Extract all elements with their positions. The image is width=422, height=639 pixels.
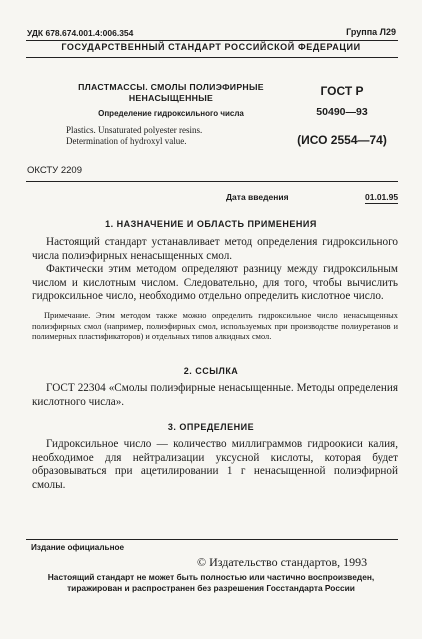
section-2-heading: 2. ССЫЛКА xyxy=(183,366,239,376)
section-2-paragraph: ГОСТ 22304 «Смолы полиэфирные ненасыщенные. Методы определения кислотного числа». xyxy=(32,382,398,408)
title-line-1: ПЛАСТМАССЫ. СМОЛЫ ПОЛИЭФИРНЫЕ xyxy=(78,82,264,92)
section-3-paragraph: Гидроксильное число — количество миллиграммов гидроокиси калия, необходимое для нейтрализации уксусной кислоты, которая будет образовываться при ацетилировании 1 г ненасыщенной полиэфирной смолы. xyxy=(32,438,398,491)
edition-label: Издание официальное xyxy=(31,543,125,552)
english-title xyxy=(66,125,286,147)
group-code: Группа Л29 xyxy=(346,27,396,37)
udk-code: УДК 678.674.001.4:006.354 xyxy=(27,28,134,38)
reproduction-notice xyxy=(0,572,422,594)
intro-date-label: Дата введения xyxy=(226,192,289,202)
title-line-2: НЕНАСЫЩЕННЫЕ xyxy=(128,93,214,103)
gost-number: 50490—93 xyxy=(316,106,368,118)
section-3-heading: 3. ОПРЕДЕЛЕНИЕ xyxy=(167,422,255,432)
title-block-divider xyxy=(26,181,398,182)
header-divider-bottom xyxy=(26,57,398,58)
section-1-paragraph-1: Настоящий стандарт устанавливает метод определения гидроксильного числа полиэфирных ненасыщенных смол. xyxy=(32,236,398,262)
okstu-code: ОКСТУ 2209 xyxy=(27,165,82,176)
section-1-heading: 1. НАЗНАЧЕНИЕ И ОБЛАСТЬ ПРИМЕНЕНИЯ xyxy=(105,219,317,229)
gost-label: ГОСТ Р xyxy=(320,84,364,98)
english-title-line-2: Determination of hydroxyl value. xyxy=(66,136,187,146)
iso-reference: (ИСО 2554—74) xyxy=(297,133,387,147)
copyright-line: © Издательство стандартов, 1993 xyxy=(197,555,368,569)
header-divider-top xyxy=(26,40,398,41)
document-title xyxy=(56,82,286,104)
reproduction-notice-line-1: Настоящий стандарт не может быть полностью или частично воспроизведен, xyxy=(47,572,375,582)
standard-title: ГОСУДАРСТВЕННЫЙ СТАНДАРТ РОССИЙСКОЙ ФЕДЕРАЦИИ xyxy=(61,42,361,52)
document-subtitle: Определение гидроксильного числа xyxy=(98,109,244,118)
footer-divider xyxy=(26,539,398,540)
intro-date-value: 01.01.95 xyxy=(365,192,399,202)
section-1-note: Примечание. Этим методом также можно определить гидроксильное число ненасыщенных полиэфирных смол (например, полиэфирных смол, используемых при производстве полиуретанов и полимерных пластификаторов) и отдельных типов алкидных смол. xyxy=(32,311,398,341)
english-title-line-1: Plastics. Unsaturated polyester resins. xyxy=(66,125,203,135)
section-1-paragraph-2: Фактически этим методом определяют разницу между гидроксильным числом и кислотным числом. Следовательно, для того, чтобы вычислить гидроксильное число, необходимо отдельно определить кислотное число. xyxy=(32,263,398,302)
reproduction-notice-line-2: тиражирован и распространен без разрешения Госстандарта России xyxy=(67,583,355,593)
